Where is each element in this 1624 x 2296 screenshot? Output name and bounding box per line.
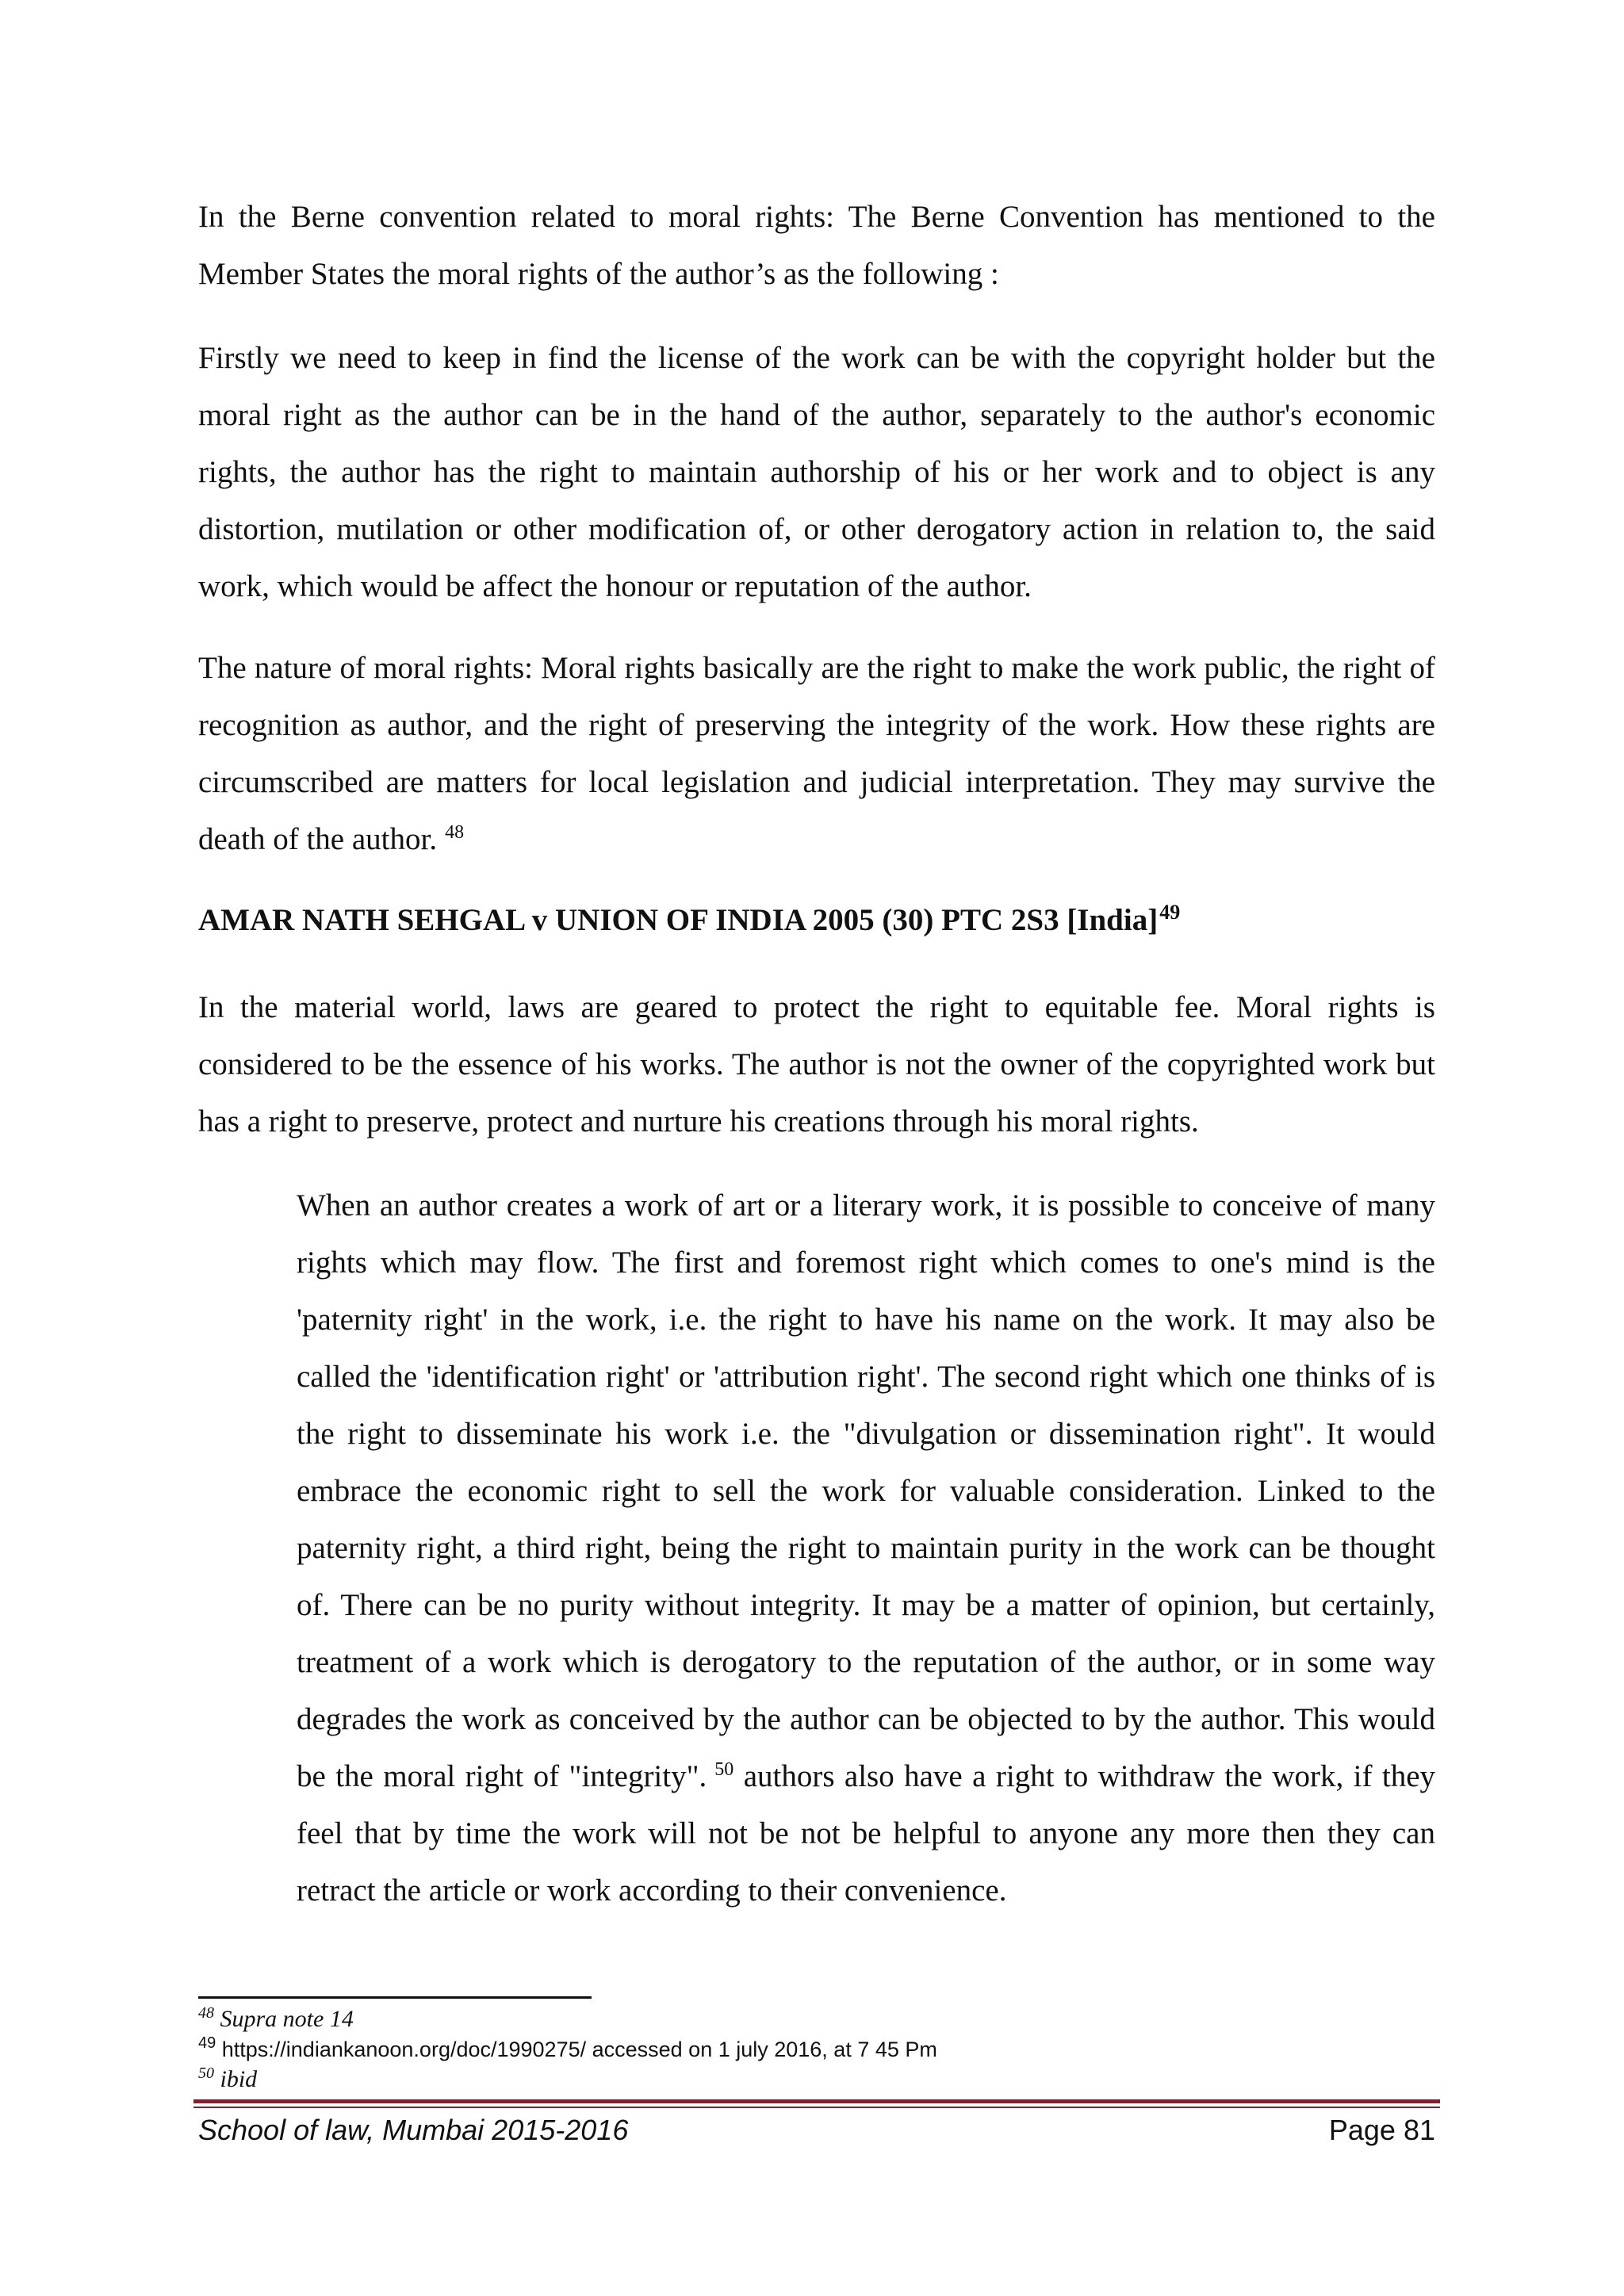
footnote-ref-50: 50 [714, 1759, 734, 1780]
page-number: Page 81 [1328, 2114, 1435, 2146]
footnote-number: 50 [198, 2064, 214, 2082]
footnote-48 [198, 2004, 1435, 2034]
quote-continuation: authors also have a right to withdraw the work, if they feel that by time the work will not be not be helpful to anyone any more then they can retract the article or work according to their convenience. [297, 1759, 1436, 1908]
footer-institution: School of law, Mumbai 2015-2016 [198, 2114, 629, 2146]
footer-divider-thick [193, 2099, 1440, 2103]
paragraph-text: The nature of moral rights: Moral rights basically are the right to make the work public, the right of recognition as author, and the right of preserving the integrity of the work. How these rights are circumscribed are matters for local legislation and judicial interpretation. They may survive the death of the author. [198, 651, 1435, 856]
footnote-text: Supra note 14 [220, 2006, 354, 2032]
footnote-ref-48: 48 [445, 822, 465, 843]
paragraph-text: Firstly we need to keep in find the license of the work can be with the copyright holder but the moral right as the author can be in the hand of the author, separately to the author's economic rights, the author has the right to maintain authorship of his or her work and to object is any distortion, mutilation or other modification of, or other derogatory action in relation to, the said work, which would be affect the honour or reputation of the author. [198, 341, 1435, 603]
footnote-49 [198, 2034, 1435, 2064]
footnote-number: 48 [198, 2004, 214, 2022]
footnote-50 [198, 2064, 1435, 2095]
block-quote [297, 1177, 1435, 1919]
footnote-number: 49 [198, 2034, 216, 2052]
quote-text: When an author creates a work of art or a literary work, it is possible to conceive of many rights which may flow. The first and foremost right which comes to one's mind is the 'paternity right' in the work, i.e. the right to have his name on the work. It may also be called the 'identification right' or 'attribution right'. The second right which one thinks of is the right to disseminate his work i.e. the "divulgation or dissemination right". It would embrace the economic right to sell the work for valuable consideration. Linked to the paternity right, a third right, being the right to maintain purity in the work can be thought of. There can be no purity without integrity. It may be a matter of opinion, but certainly, treatment of a work which is derogatory to the reputation of the author, or in some way degrades the work as conceived by the author can be objected to by the author. This would be the moral right of "integrity". [297, 1188, 1435, 1793]
paragraph-nature-moral-rights [198, 640, 1435, 868]
footnote-ref-49: 49 [1159, 901, 1181, 924]
case-heading [198, 892, 1435, 949]
footnote-link[interactable]: https://indiankanoon.org/doc/1990275/ accessed on 1 july 2016, at 7 45 Pm [221, 2038, 937, 2061]
footnote-divider [198, 1996, 592, 1999]
paragraph-license [198, 330, 1435, 615]
paragraph-text: In the material world, laws are geared to protect the right to equitable fee. Moral rights is considered to be the essence of his works. The author is not the owner of the copyrighted work but has a right to preserve, protect and nurture his creations through his moral rights. [198, 990, 1435, 1138]
footer-divider-thin [193, 2107, 1440, 2108]
footnote-text: ibid [220, 2066, 258, 2092]
page-footer [198, 2114, 1435, 2153]
case-title: AMAR NATH SEHGAL v UNION OF INDIA 2005 (30) PTC 2S3 [India] [198, 903, 1159, 937]
paragraph-text: In the Berne convention related to moral rights: The Berne Convention has mentioned to the Member States the moral rights of the author’s as the following : [198, 200, 1435, 291]
footnotes [198, 2004, 1435, 2095]
paragraph-material-world [198, 979, 1435, 1150]
paragraph-berne-intro [198, 189, 1435, 303]
